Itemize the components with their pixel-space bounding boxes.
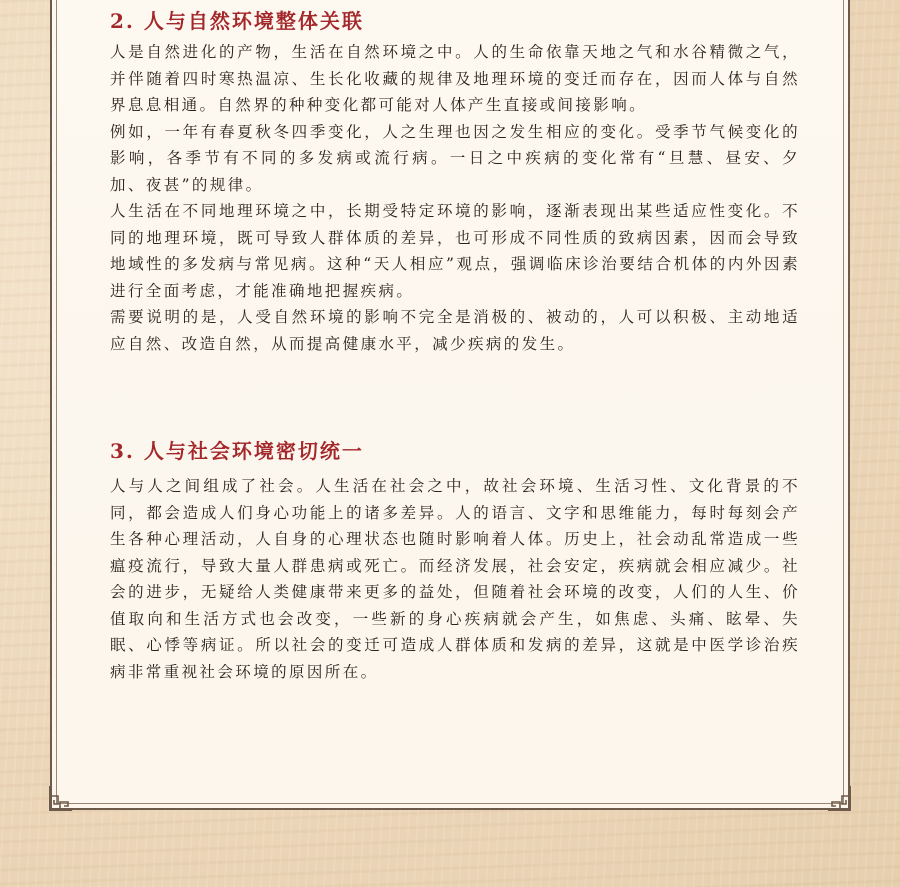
section-heading: 2. 人与自然环境整体关联 — [110, 9, 364, 33]
paragraph: 人与人之间组成了社会。人生活在社会之中，故社会环境、生活习性、文化背景的不同，都会造成人们身心功能上的诸多差异。人的语言、文字和思维能力，每时每刻会产生各种心理活动，人自身的心理状态也随时影响着人体。历史上，社会动乱常造成一些瘟疫流行，导致大量人群患病或死亡。而经济发展，社会安定，疾病就会相应减少。社会的进步，无疑给人类健康带来更多的益处，但随着社会环境的改变，人们的人生、价值取向和生活方式也会改变，一些新的身心疾病就会产生，如焦虑、头痛、眩晕、失眠、心悸等病证。所以社会的变迁可造成人群体质和发病的差异，这就是中医学诊治疾病非常重视社会环境的原因所在。 — [110, 477, 800, 681]
paragraph: 例如，一年有春夏秋冬四季变化，人之生理也因之发生相应的变化。受季节气候变化的影响，各季节有不同的多发病或流行病。一日之中疾病的变化常有“旦慧、昼安、夕加、夜甚”的规律。 — [110, 122, 800, 194]
corner-ornament-right-icon — [826, 786, 854, 814]
paragraph: 需要说明的是，人受自然环境的影响不完全是消极的、被动的，人可以积极、主动地适应自然、改造自然，从而提高健康水平，减少疾病的发生。 — [110, 308, 800, 353]
section-nature — [110, 6, 800, 357]
section-heading: 3. 人与社会环境密切统一 — [110, 439, 364, 463]
section-society — [110, 436, 800, 685]
paragraph: 人是自然进化的产物，生活在自然环境之中。人的生命依靠天地之气和水谷精微之气，并伴随着四时寒热温凉、生长化收藏的规律及地理环境的变迁而存在，因而人体与自然界息息相通。自然界的种种变化都可能对人体产生直接或间接影响。 — [110, 43, 800, 114]
corner-ornament-left-icon — [46, 786, 74, 814]
paragraph: 人生活在不同地理环境之中，长期受特定环境的影响，逐渐表现出某些适应性变化。不同的地理环境，既可导致人群体质的差异，也可形成不同性质的致病因素，因而会导致地域性的多发病与常见病。这种“天人相应”观点，强调临床诊治要结合机体的内外因素进行全面考虑，才能准确地把握疾病。 — [110, 202, 800, 300]
